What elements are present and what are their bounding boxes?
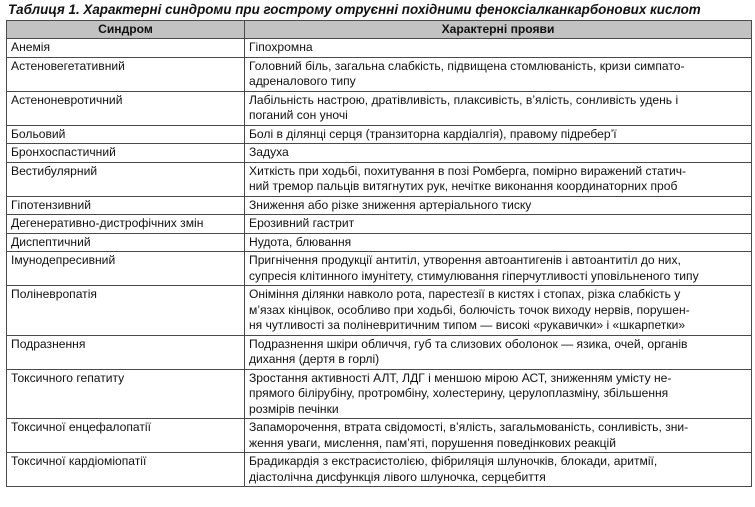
table-row — [7, 39, 752, 58]
manifestations-cell — [245, 252, 752, 286]
syndrome-cell: Токсичної кардіоміопатії — [7, 453, 245, 487]
manifestations-cell — [245, 215, 752, 234]
table-caption: Таблиця 1. Характерні синдроми при гострому отруєнні похідними феноксіалканкарбонових кислот — [8, 2, 701, 17]
table-row — [7, 252, 752, 286]
manifestation-line: Болі в ділянці серця (транзиторна кардіалгія), правому підребер’ї — [249, 126, 617, 141]
header-row — [7, 21, 752, 39]
table-body — [7, 39, 752, 487]
manifestation-line: Пригнічення продукції антитіл, утворення автоантигенів і автоантитіл до них, — [249, 253, 681, 267]
manifestation-line: Хиткість при ходьбі, похитування в позі Ромберга, помірно виражений статич- — [249, 163, 687, 178]
table-row — [7, 286, 752, 336]
syndrome-cell: Астеновегетативний — [7, 57, 245, 91]
syndromes-table — [6, 20, 752, 487]
manifestations-cell — [245, 196, 752, 215]
manifestation-line: ня чутливості за поліневритичним типом — високі «рукавички» і «шкарпетки» — [249, 318, 686, 332]
table-row — [7, 196, 752, 215]
manifestation-line: ження уваги, мислення, пам’яті, порушення поведінкових реакцій — [249, 435, 616, 450]
manifestation-line: Брадикардія з екстрасистолією, фібриляція шлуночків, блокади, аритмії, — [249, 454, 658, 468]
syndrome-cell: Вестибулярний — [7, 162, 245, 196]
manifestation-line: дихання (дертя в горлі) — [249, 352, 380, 366]
table-header — [7, 21, 752, 39]
manifestations-cell — [245, 57, 752, 91]
manifestations-cell — [245, 233, 752, 252]
manifestations-cell — [245, 335, 752, 369]
table-row — [7, 419, 752, 453]
table-row — [7, 233, 752, 252]
manifestation-line: адреналового типу — [249, 74, 356, 88]
manifestation-line: м’язах кінцівок, особливо при ходьбі, болючість точок виходу нервів, порушен- — [249, 302, 690, 317]
table-row — [7, 369, 752, 419]
syndrome-cell: Диспептичний — [7, 233, 245, 252]
syndrome-cell: Астеноневротичний — [7, 91, 245, 125]
manifestations-cell — [245, 369, 752, 419]
manifestations-cell — [245, 144, 752, 163]
manifestation-line: Оніміння ділянки навколо рота, парестезії в кистях і стопах, різка слабкість у — [249, 287, 681, 301]
manifestation-line: поганий сон уночі — [249, 108, 348, 122]
table-row — [7, 125, 752, 144]
syndrome-cell: Бронхоспастичний — [7, 144, 245, 163]
manifestations-cell — [245, 91, 752, 125]
manifestation-line: Гіпохромна — [249, 40, 313, 54]
table-row — [7, 215, 752, 234]
syndrome-cell: Токсичної енцефалопатії — [7, 419, 245, 453]
syndrome-cell: Подразнення — [7, 335, 245, 369]
header-manifestations: Характерні прояви — [245, 21, 752, 39]
manifestation-line: супресія клітинного імунітету, стимулювання гіперчутливості уповільненого типу — [249, 268, 699, 283]
manifestation-line: Нудота, блювання — [249, 234, 352, 249]
table-row — [7, 453, 752, 487]
manifestations-cell — [245, 453, 752, 487]
manifestation-line: Лабільність настрою, дратівливість, плаксивість, в’ялість, сонливість удень і — [249, 92, 679, 107]
syndrome-cell: Гіпотензивний — [7, 196, 245, 215]
manifestations-cell — [245, 286, 752, 336]
manifestation-line: Подразнення шкіри обличчя, губ та слизових оболонок — язика, очей, органів — [249, 336, 688, 351]
syndrome-cell: Анемія — [7, 39, 245, 58]
syndrome-cell: Імунодепресивний — [7, 252, 245, 286]
document — [6, 0, 751, 487]
manifestations-cell — [245, 125, 752, 144]
manifestations-cell — [245, 162, 752, 196]
manifestation-line: розмірів печінки — [249, 401, 339, 416]
syndrome-cell: Дегенеративно-дистрофічних змін — [7, 215, 245, 234]
manifestation-line: Ерозивний гастрит — [249, 216, 355, 230]
manifestation-line: діастолічна дисфункція лівого шлуночка, серцебиття — [249, 469, 546, 484]
syndrome-cell: Поліневропатія — [7, 286, 245, 336]
manifestation-line: Задуха — [249, 145, 289, 159]
manifestation-line: прямого білірубіну, протромбіну, холестерину, церулоплазміну, збільшення — [249, 386, 669, 400]
manifestation-line: Запаморочення, втрата свідомості, в’ялість, загальмованість, сонливість, зни- — [249, 420, 689, 434]
manifestation-line: Зростання активності АЛТ, ЛДГ і меншою мірою АСТ, зниженням умісту не- — [249, 370, 672, 385]
table-row — [7, 57, 752, 91]
manifestation-line: ний тремор пальців витягнутих рук, нечітке виконання координаторних проб — [249, 179, 678, 193]
manifestations-cell — [245, 419, 752, 453]
header-syndrome: Синдром — [7, 21, 245, 39]
syndrome-cell: Токсичного гепатиту — [7, 369, 245, 419]
manifestations-cell — [245, 39, 752, 58]
table-row — [7, 91, 752, 125]
table-row — [7, 162, 752, 196]
table-row — [7, 144, 752, 163]
manifestation-line: Зниження або різке зниження артеріального тиску — [249, 197, 532, 212]
table-row — [7, 335, 752, 369]
manifestation-line: Головний біль, загальна слабкість, підвищена стомлюваність, кризи симпато- — [249, 58, 685, 73]
syndrome-cell: Больовий — [7, 125, 245, 144]
